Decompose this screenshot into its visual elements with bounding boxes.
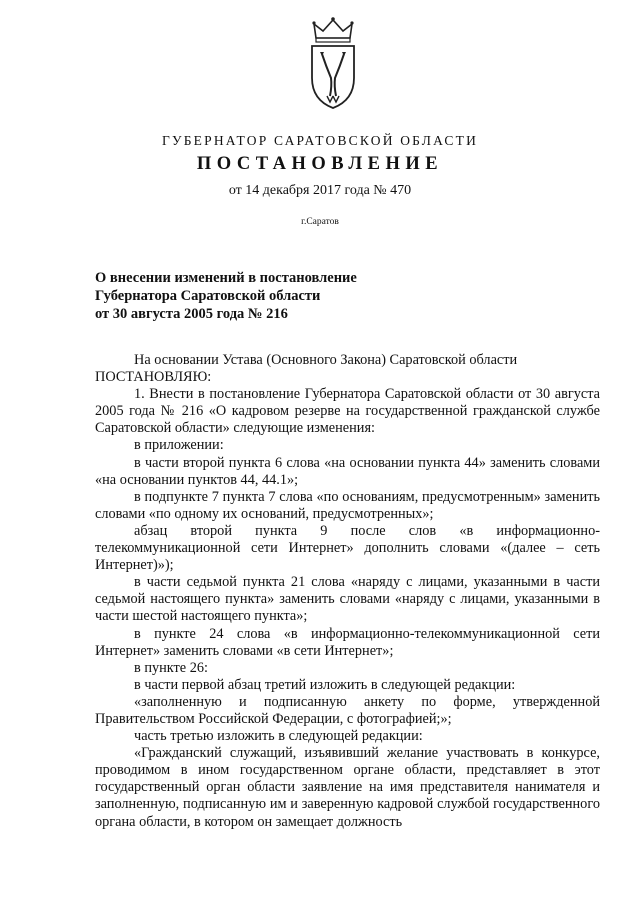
title-line: от 30 августа 2005 года № 216 [95, 306, 288, 322]
body-paragraph: в части второй пункта 6 слова «на основании пункта 44» заменить словами «на основании пунктов 44, 44.1»; [95, 454, 600, 488]
body-paragraph: «заполненную и подписанную анкету по форме, утвержденной Правительством Российской Федерации, с фотографией;»; [95, 693, 600, 727]
body-paragraph: в части седьмой пункта 21 слова «наряду с лицами, указанными в части седьмой настоящего пункта» заменить словами «наряду с лицами, указанными в части шестой настоящего пункта»; [95, 574, 600, 625]
document-city: г.Саратов [301, 217, 339, 227]
body-paragraph: абзац второй пункта 9 после слов «в информационно-телекоммуникационной сети Интернет» дополнить словами «(далее – сеть Интернет)»); [95, 522, 600, 574]
body-paragraph: «Гражданский служащий, изъявивший желание участвовать в конкурсе, проводимом в ином государственном органе области, представляет в этот государственный орган области заявление на имя представителя нанимателя и заполненную, подписанную им и заверенную кадровой службой государственного органа области, в котором он замещает должность [95, 745, 600, 830]
body-paragraph: часть третью изложить в следующей редакции: [134, 728, 423, 745]
issuing-authority: ГУБЕРНАТОР САРАТОВСКОЙ ОБЛАСТИ [161, 133, 479, 148]
document-date-number: от 14 декабря 2017 года № 470 [228, 183, 412, 198]
title-line: Губернатора Саратовской области [95, 288, 321, 304]
body-paragraph: в части первой абзац третий изложить в следующей редакции: [134, 676, 516, 693]
body-paragraph: На основании Устава (Основного Закона) Саратовской области [134, 352, 518, 368]
coat-of-arms-emblem [300, 16, 366, 112]
document-body [95, 352, 600, 831]
body-paragraph: в подпункте 7 пункта 7 слова «по основаниям, предусмотренным» заменить словами «по одному их оснований, предусмотренных»; [95, 488, 600, 522]
body-paragraph: в пункте 24 слова «в информационно-телекоммуникационной сети Интернет» заменить словами «в сети Интернет»; [95, 625, 600, 659]
document-title [95, 269, 495, 323]
document-type: ПОСТАНОВЛЕНИЕ [196, 154, 444, 174]
body-paragraph: 1. Внести в постановление Губернатора Саратовской области от 30 августа 2005 года № 216 «О кадровом резерве на государственной гражданской службе Саратовской области» следующие изменения: [95, 386, 600, 437]
title-line: О внесении изменений в постановление [95, 270, 357, 286]
decree-word: ПОСТАНОВЛЯЮ: [95, 369, 212, 386]
body-paragraph: в пункте 26: [134, 659, 208, 676]
body-paragraph: в приложении: [134, 437, 224, 454]
